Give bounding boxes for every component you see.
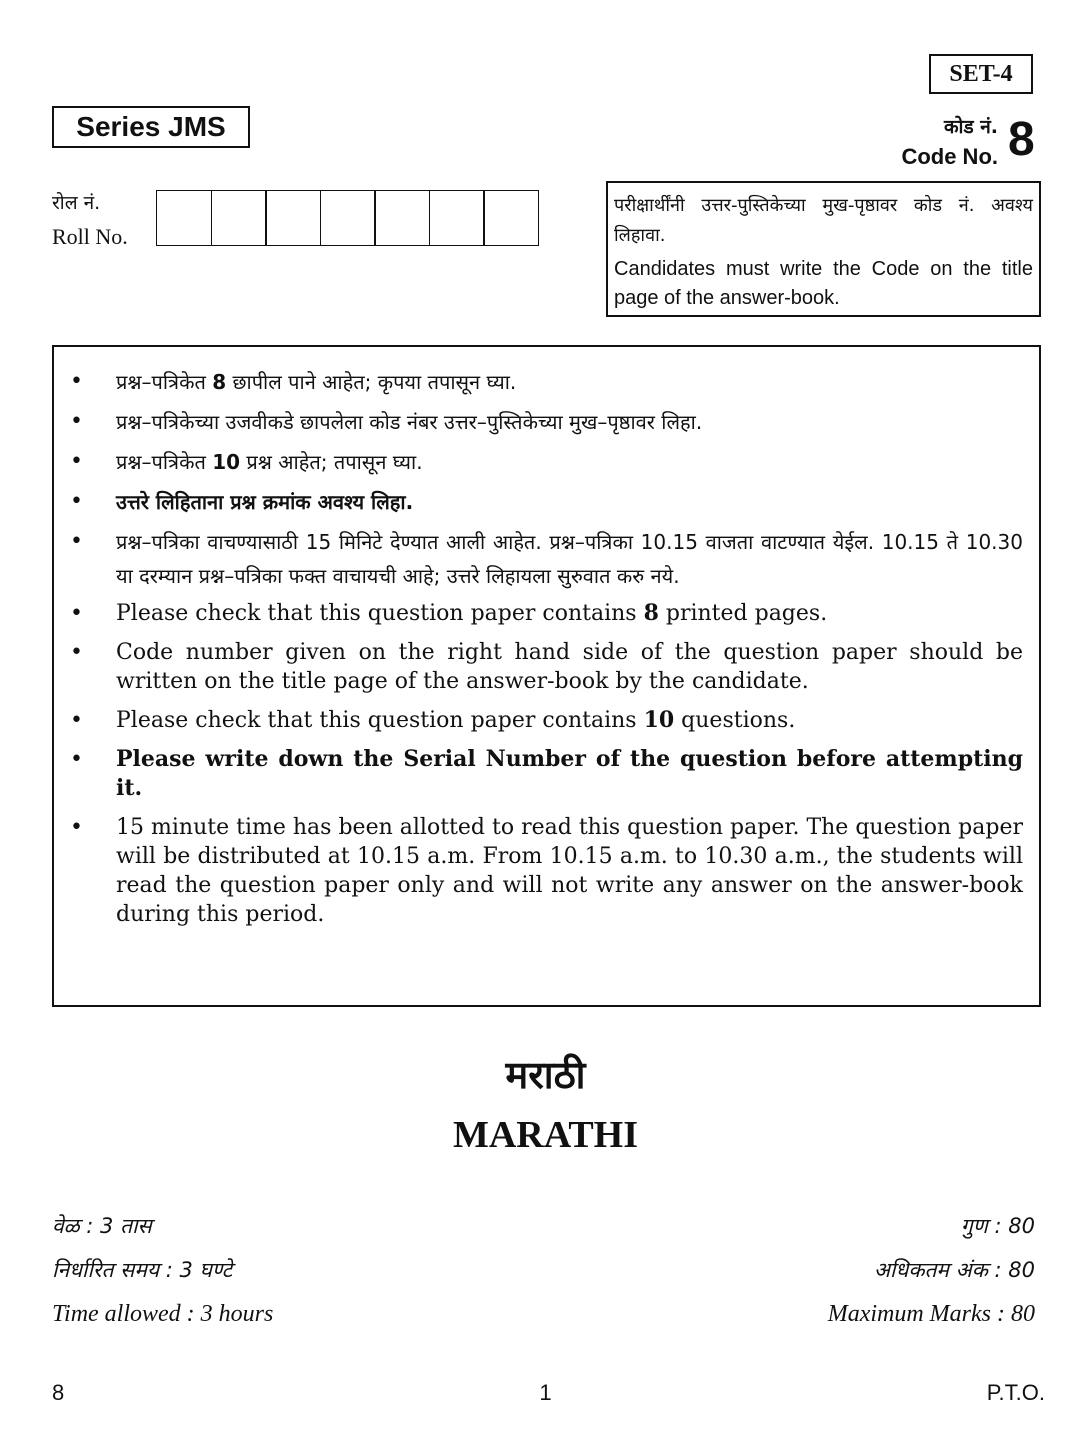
subject-title-mr: मराठी bbox=[505, 1053, 586, 1097]
roll-label bbox=[52, 186, 128, 254]
instruction-item-dev: • प्रश्न–पत्रिकेत 10 प्रश्न आहेत; तपासून घ्या. bbox=[70, 445, 1023, 479]
instruction-item-dev: • प्रश्न–पत्रिकेत 8 छापील पाने आहेत; कृपया तपासून घ्या. bbox=[70, 365, 1023, 399]
instructions-list bbox=[70, 365, 1023, 929]
instruction-item-eng: • 15 minute time has been allotted to read this question paper. The question paper will be distributed at 10.15 a.m. From 10.15 a.m. to 10.30 a.m., the students will read the question paper only and will not write any answer on the answer-book during this period. bbox=[70, 813, 1023, 929]
time-en: Time allowed : 3 hours bbox=[52, 1301, 274, 1327]
instruction-item-dev: • प्रश्न–पत्रिकेच्या उजवीकडे छापलेला कोड नंबर उत्तर–पुस्तिकेच्या मुख–पृष्ठावर लिहा. bbox=[70, 405, 1023, 439]
subject-title-en: MARATHI bbox=[452, 1114, 639, 1156]
footer-code: 8 bbox=[52, 1380, 65, 1405]
instruction-item-dev: • उत्तरे लिहिताना प्रश्न क्रमांक अवश्य लिहा. bbox=[70, 485, 1023, 519]
roll-number-cell[interactable] bbox=[374, 190, 430, 246]
page-number: 1 bbox=[539, 1380, 552, 1405]
time-mr-1: वेळ : 3 तास bbox=[52, 1214, 152, 1238]
maximum-marks bbox=[828, 1206, 1035, 1338]
code-number: 8 bbox=[1008, 113, 1035, 166]
code-note-box bbox=[606, 181, 1041, 317]
instruction-item-eng: • Please check that this question paper contains 8 printed pages. bbox=[70, 599, 1023, 628]
instruction-item-dev: • प्रश्न–पत्रिका वाचण्यासाठी 15 मिनिटे देण्यात आली आहेत. प्रश्न–पत्रिका 10.15 वाजता वाटण्यात येईल. 10.15 ते 10.30 या दरम्यान प्रश्न–पत्रिका फक्त वाचायची आहे; उत्तरे लिहायला सुरुवात करु नये. bbox=[70, 525, 1023, 593]
code-label-en: Code No. bbox=[901, 144, 998, 169]
set-label: SET-4 bbox=[929, 54, 1033, 94]
time-allowed bbox=[52, 1206, 273, 1338]
series-label: Series JMS bbox=[52, 106, 250, 148]
roll-number-cell[interactable] bbox=[483, 190, 539, 246]
roll-number-cell[interactable] bbox=[156, 190, 212, 246]
roll-label-mr: रोल नं. bbox=[52, 192, 101, 214]
roll-number-cell[interactable] bbox=[265, 190, 321, 246]
roll-number-cell[interactable] bbox=[429, 190, 485, 246]
instruction-item-eng: • Please write down the Serial Number of the question before attempting it. bbox=[70, 745, 1023, 803]
marks-mr-2: अधिकतम अंक : 80 bbox=[873, 1258, 1035, 1282]
instructions-box bbox=[52, 345, 1041, 1007]
roll-number-cell[interactable] bbox=[211, 190, 267, 246]
instruction-item-eng: • Code number given on the right hand side of the question paper should be written on the title page of the answer-book by the candidate. bbox=[70, 638, 1023, 696]
roll-number-boxes bbox=[156, 190, 539, 246]
code-note-mr: परीक्षार्थींनी उत्तर-पुस्तिकेच्या मुख-पृष्ठावर कोड नं. अवश्य लिहावा. bbox=[614, 195, 1033, 246]
roll-number-cell[interactable] bbox=[320, 190, 376, 246]
marks-en: Maximum Marks : 80 bbox=[827, 1301, 1035, 1327]
code-label bbox=[901, 112, 998, 172]
marks-mr-1: गुण : 80 bbox=[960, 1214, 1035, 1238]
code-note-en: Candidates must write the Code on the title page of the answer-book. bbox=[614, 258, 1033, 309]
pto-label: P.T.O. bbox=[986, 1380, 1045, 1405]
roll-label-en: Roll No. bbox=[52, 224, 128, 249]
instruction-item-eng: • Please check that this question paper contains 10 questions. bbox=[70, 706, 1023, 735]
time-mr-2: निर्धारित समय : 3 घण्टे bbox=[52, 1258, 233, 1282]
code-label-mr: कोड नं. bbox=[943, 116, 998, 138]
